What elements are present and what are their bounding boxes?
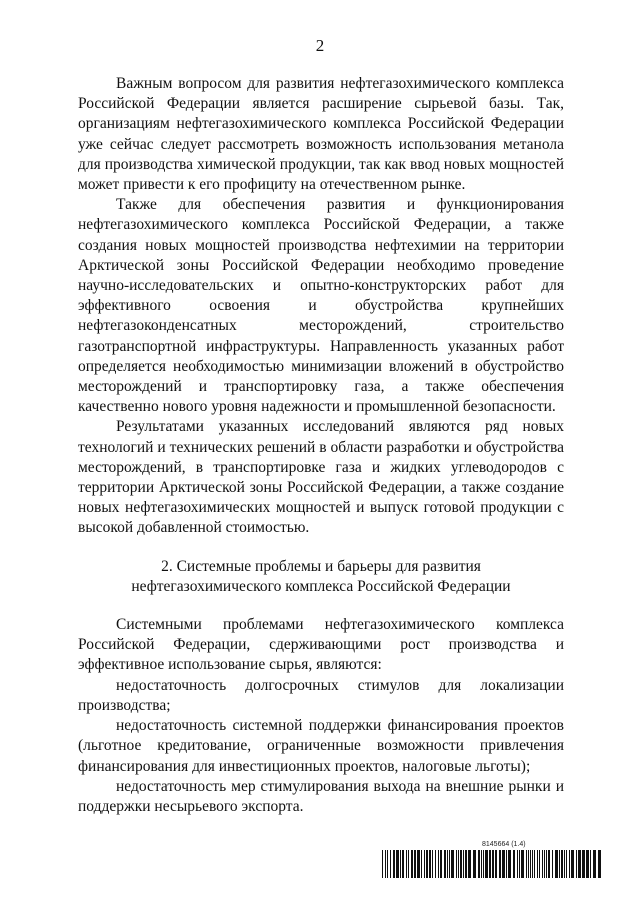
list-item: недостаточность системной поддержки финансирования проектов (льготное кредитование, ограниченные возможности привлечения финансирования для инвестиционных проектов, налоговые льготы); xyxy=(78,717,564,775)
paragraph: Результатами указанных исследований являются ряд новых технологий и технических решений в области разработки и обустройства месторождений, в транспортировке газа и жидких углеводородов с территории Арктической зоны Российской Федерации, а также создание новых нефтегазохимических мощностей и выпуск готовой продукции с высокой добавленной стоимостью. xyxy=(78,418,564,537)
barcode-id-text: 8145664 (1.4) xyxy=(482,841,526,848)
section-heading-line-1: 2. Системные проблемы и барьеры для развития xyxy=(161,557,481,575)
barcode-icon xyxy=(382,838,602,878)
list-item: недостаточность мер стимулирования выхода на внешние рынки и поддержки несырьевого экспорта. xyxy=(78,777,564,815)
section-heading-line-2: нефтегазохимического комплекса Российской Федерации xyxy=(131,577,511,595)
page-number: 2 xyxy=(315,36,325,55)
paragraph: Также для обеспечения развития и функционирования нефтегазохимического комплекса Российской Федерации, а также создания новых мощностей производства нефтехимии на территории Арктической зоны Российской Федерации необходимо проведение научно-исследовательских и опытно-конструкторских работ для эффективного освоения и обустройства крупнейших нефтегазоконденсатных месторождений, строительство газотранспортной инфраструктуры. Направленность указанных работ определяется необходимостью минимизации вложений в обустройство месторождений и транспортировку газа, а также обеспечения качественно нового уровня надежности и промышленной безопасности. xyxy=(78,196,564,416)
document-body xyxy=(78,74,564,817)
list-item: недостаточность долгосрочных стимулов для локализации производства; xyxy=(78,676,564,714)
section-heading xyxy=(78,557,564,597)
paragraph: Системными проблемами нефтегазохимического комплекса Российской Федерации, сдерживающими рост производства и эффективное использование сырья, являются: xyxy=(78,616,564,674)
paragraph: Важным вопросом для развития нефтегазохимического комплекса Российской Федерации является расширение сырьевой базы. Так, организациям нефтегазохимического комплекса Российской Федерации уже сейчас следует рассмотреть возможность использования метанола для производства химической продукции, так как ввод новых мощностей может привести к его профициту на отечественном рынке. xyxy=(78,75,564,194)
